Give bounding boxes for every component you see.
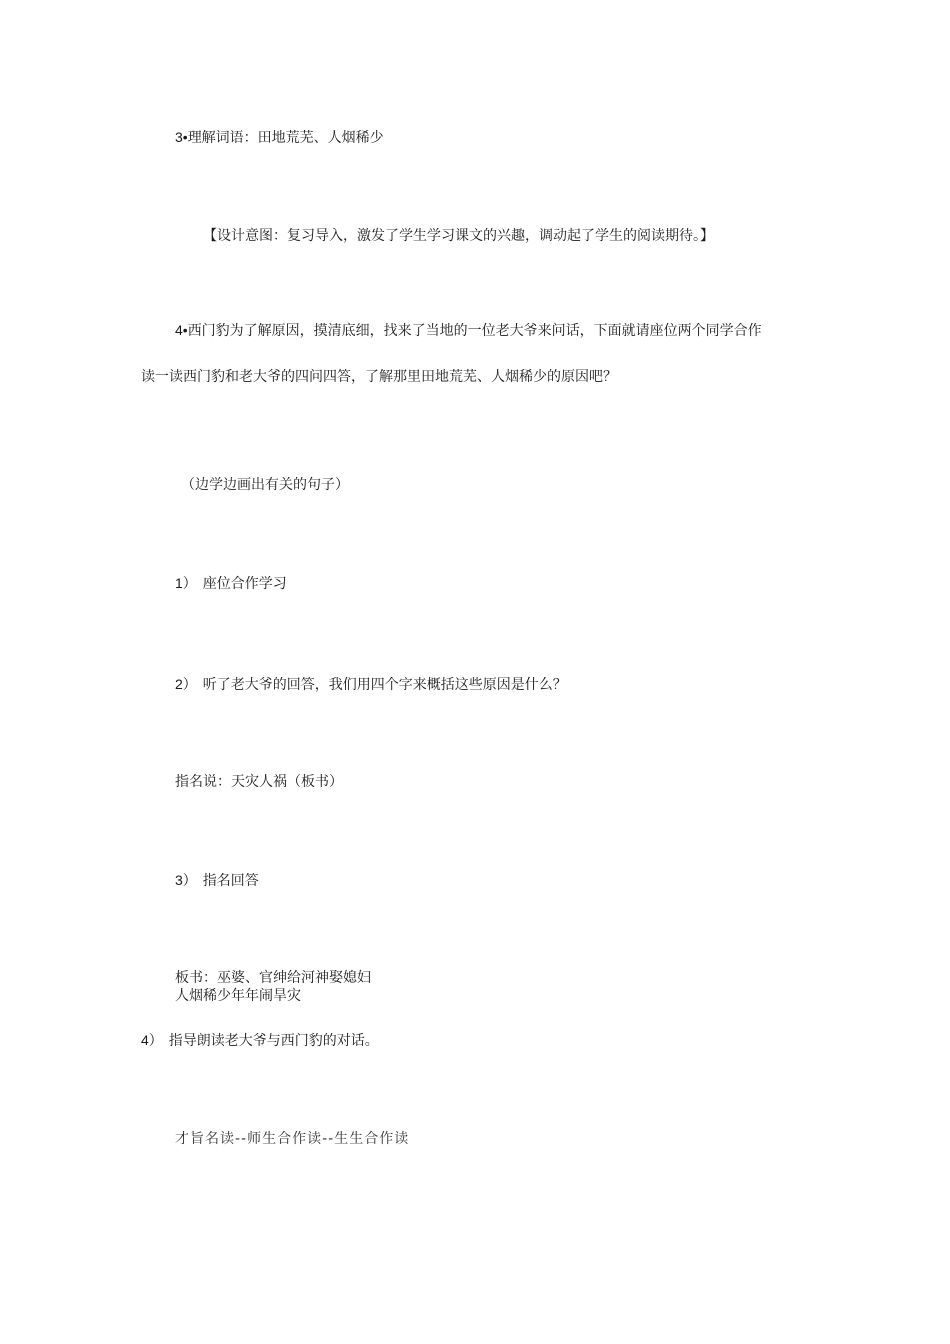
item-3-text: 理解词语：田地荒芜、人烟稀少 bbox=[187, 130, 384, 146]
board-line-1: 板书：巫婆、官绅给河神娶媳妇 bbox=[175, 970, 371, 986]
answer-prompt: 指名说：天灾人祸（板书） bbox=[175, 774, 343, 790]
item-4-line-2: 读一读西门豹和老大爷的四问四答，了解那里田地荒芜、人烟稀少的原因吧？ bbox=[141, 369, 617, 385]
reading-sequence: 才旨名读--师生合作读--生生合作读 bbox=[175, 1131, 410, 1147]
step-4-text: 指导朗读老大爷与西门豹的对话。 bbox=[168, 1033, 379, 1049]
step-3-number: 3） bbox=[175, 872, 197, 888]
step-4 bbox=[141, 1031, 379, 1050]
item-4-line-1 bbox=[175, 321, 762, 340]
step-4-number: 4） bbox=[141, 1032, 163, 1048]
item-4-number: 4• bbox=[175, 322, 188, 338]
item-3 bbox=[175, 128, 384, 147]
step-2-text: 听了老大爷的回答，我们用四个字来概括这些原因是什么？ bbox=[202, 677, 567, 693]
drawing-note: （边学边画出有关的句子） bbox=[181, 477, 349, 493]
step-1 bbox=[175, 574, 287, 593]
design-intent-note: 【设计意图：复习导入，激发了学生学习课文的兴趣，调动起了学生的阅读期待。】 bbox=[203, 228, 714, 244]
step-3 bbox=[175, 871, 259, 890]
board-line-2: 人烟稀少年年闹旱灾 bbox=[175, 988, 301, 1004]
item-3-number: 3• bbox=[175, 129, 188, 145]
step-2-number: 2） bbox=[175, 676, 197, 692]
step-2 bbox=[175, 675, 567, 694]
step-1-number: 1） bbox=[175, 575, 197, 591]
step-3-text: 指名回答 bbox=[202, 873, 259, 889]
item-4-text-1: 西门豹为了解原因，摸清底细，找来了当地的一位老大爷来问话，下面就请座位两个同学合作 bbox=[187, 323, 762, 339]
step-1-text: 座位合作学习 bbox=[202, 576, 287, 592]
